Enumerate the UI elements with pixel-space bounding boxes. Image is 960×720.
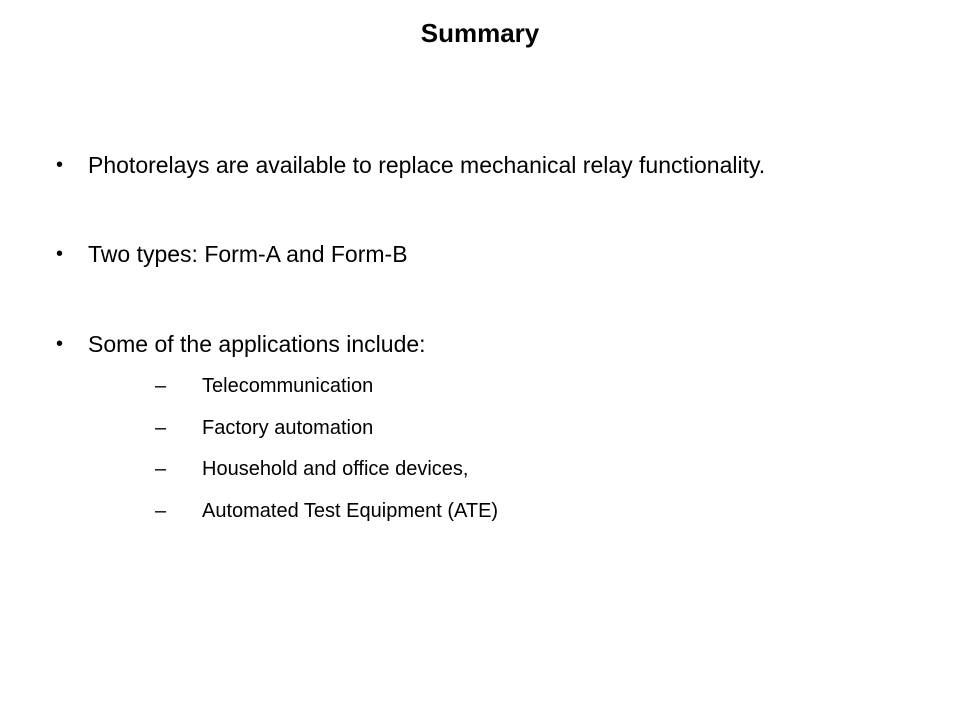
bullet-text: Two types: Form-A and Form-B <box>88 241 408 267</box>
sub-item <box>155 454 468 484</box>
slide-title: Summary <box>420 18 540 48</box>
bullet-text: Photorelays are available to replace mechanical relay functionality. <box>88 152 766 178</box>
sub-item <box>155 413 373 443</box>
sub-item-marker: – <box>155 458 167 480</box>
bullet-item <box>56 145 765 185</box>
sub-item-marker: – <box>155 375 167 397</box>
bullet-item <box>56 324 426 364</box>
bullet-item <box>56 234 408 274</box>
sub-item-marker: – <box>155 500 167 522</box>
sub-item-text: Factory automation <box>202 417 374 439</box>
bullet-marker: • <box>56 154 64 176</box>
sub-item-text: Household and office devices, <box>202 458 469 480</box>
bullet-text: Some of the applications include: <box>88 331 426 357</box>
sub-item-text: Telecommunication <box>202 375 374 397</box>
bullet-marker: • <box>56 243 64 265</box>
sub-item <box>155 371 373 401</box>
sub-item-text: Automated Test Equipment (ATE) <box>202 500 499 522</box>
sub-item-marker: – <box>155 417 167 439</box>
bullet-marker: • <box>56 333 64 355</box>
sub-item <box>155 496 498 526</box>
